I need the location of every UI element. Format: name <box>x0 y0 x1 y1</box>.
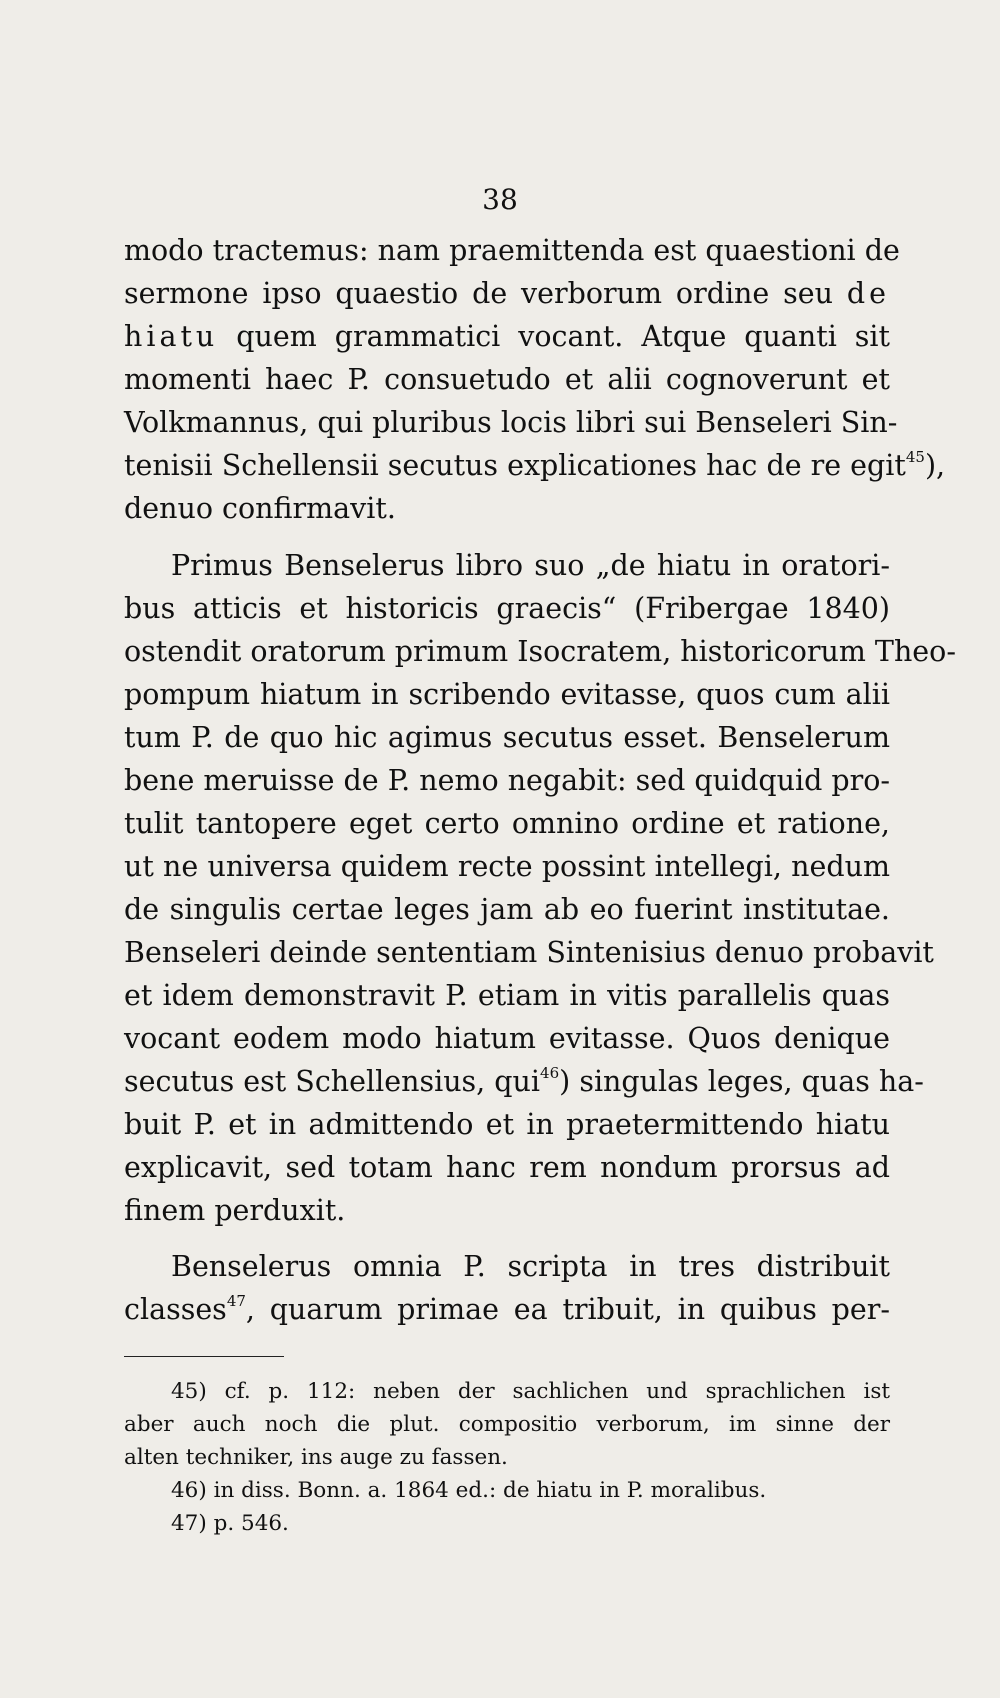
text-line: finem perduxit. <box>124 1194 346 1227</box>
footnote-divider <box>124 1356 284 1357</box>
text-line <box>124 273 890 315</box>
text-line <box>124 445 946 487</box>
footnote-45-line: aber auch noch die plut. compositio verborum, im sinne der <box>124 1412 890 1437</box>
text-line <box>124 1061 924 1103</box>
text-line: buit P. et in admittendo et in praetermittendo hiatu <box>124 1108 890 1141</box>
text-segment: singulas leges, quas ha- <box>579 1065 924 1098</box>
footnote-46: 46) in diss. Bonn. a. 1864 ed.: de hiatu in P. moralibus. <box>171 1478 767 1503</box>
footnote-ref[interactable]: 47 <box>226 1292 246 1310</box>
text-segment: quem grammatici vocant. Atque quanti sit <box>236 320 890 353</box>
text-line <box>124 1289 890 1331</box>
footnote-ref[interactable]: 45 <box>905 448 925 466</box>
text-line: modo tractemus: nam praemittenda est quaestioni de <box>124 234 900 267</box>
text-line: ostendit oratorum primum Isocratem, historicorum Theo- <box>124 635 956 668</box>
text-segment: sermone ipso quaestio de verborum ordine seu <box>124 277 833 310</box>
text-line: pompum hiatum in scribendo evitasse, quos cum alii <box>124 678 890 711</box>
text-segment: , quarum primae ea tribuit, in quibus per- <box>245 1293 890 1326</box>
text-segment: secutus est Schellensius, qui <box>124 1065 541 1098</box>
text-line: vocant eodem modo hiatum evitasse. Quos denique <box>124 1022 890 1055</box>
text-line: bus atticis et historicis graecis“ (Fribergae 1840) <box>124 592 890 625</box>
text-line: ut ne universa quidem recte possint intellegi, nedum <box>124 850 890 883</box>
text-segment: ) <box>559 1065 571 1098</box>
text-line: Benseleri deinde sententiam Sintenisius denuo probavit <box>124 936 934 969</box>
spaced-word: hiatu <box>124 320 219 353</box>
spaced-word: de <box>846 277 890 310</box>
footnote-47: 47) p. 546. <box>171 1511 289 1536</box>
text-line: et idem demonstravit P. etiam in vitis parallelis quas <box>124 979 890 1012</box>
text-segment: ), <box>924 449 946 482</box>
text-line: denuo confirmavit. <box>124 492 396 525</box>
page-number: 38 <box>482 183 518 216</box>
text-line: de singulis certae leges jam ab eo fuerint institutae. <box>124 893 890 926</box>
text-line: Volkmannus, qui pluribus locis libri sui Benseleri Sin- <box>124 406 898 439</box>
text-segment: classes <box>124 1293 227 1326</box>
text-line: tulit tantopere eget certo omnino ordine et ratione, <box>124 807 890 840</box>
text-line: Benselerus omnia P. scripta in tres distribuit <box>171 1250 890 1283</box>
text-line: explicavit, sed totam hanc rem nondum prorsus ad <box>124 1151 890 1184</box>
footnote-ref[interactable]: 46 <box>540 1064 560 1082</box>
text-line <box>124 316 890 358</box>
text-line: Primus Benselerus libro suo „de hiatu in oratori- <box>171 549 890 582</box>
footnote-45: 45) cf. p. 112: neben der sachlichen und sprachlichen ist <box>171 1379 890 1404</box>
text-segment: tenisii Schellensii secutus explicationes hac de re egit <box>124 449 906 482</box>
text-line: momenti haec P. consuetudo et alii cognoverunt et <box>124 363 890 396</box>
text-line: tum P. de quo hic agimus secutus esset. Benselerum <box>124 721 890 754</box>
text-line: bene meruisse de P. nemo negabit: sed quidquid pro- <box>124 764 891 797</box>
footnote-45-line: alten techniker, ins auge zu fassen. <box>124 1445 508 1470</box>
